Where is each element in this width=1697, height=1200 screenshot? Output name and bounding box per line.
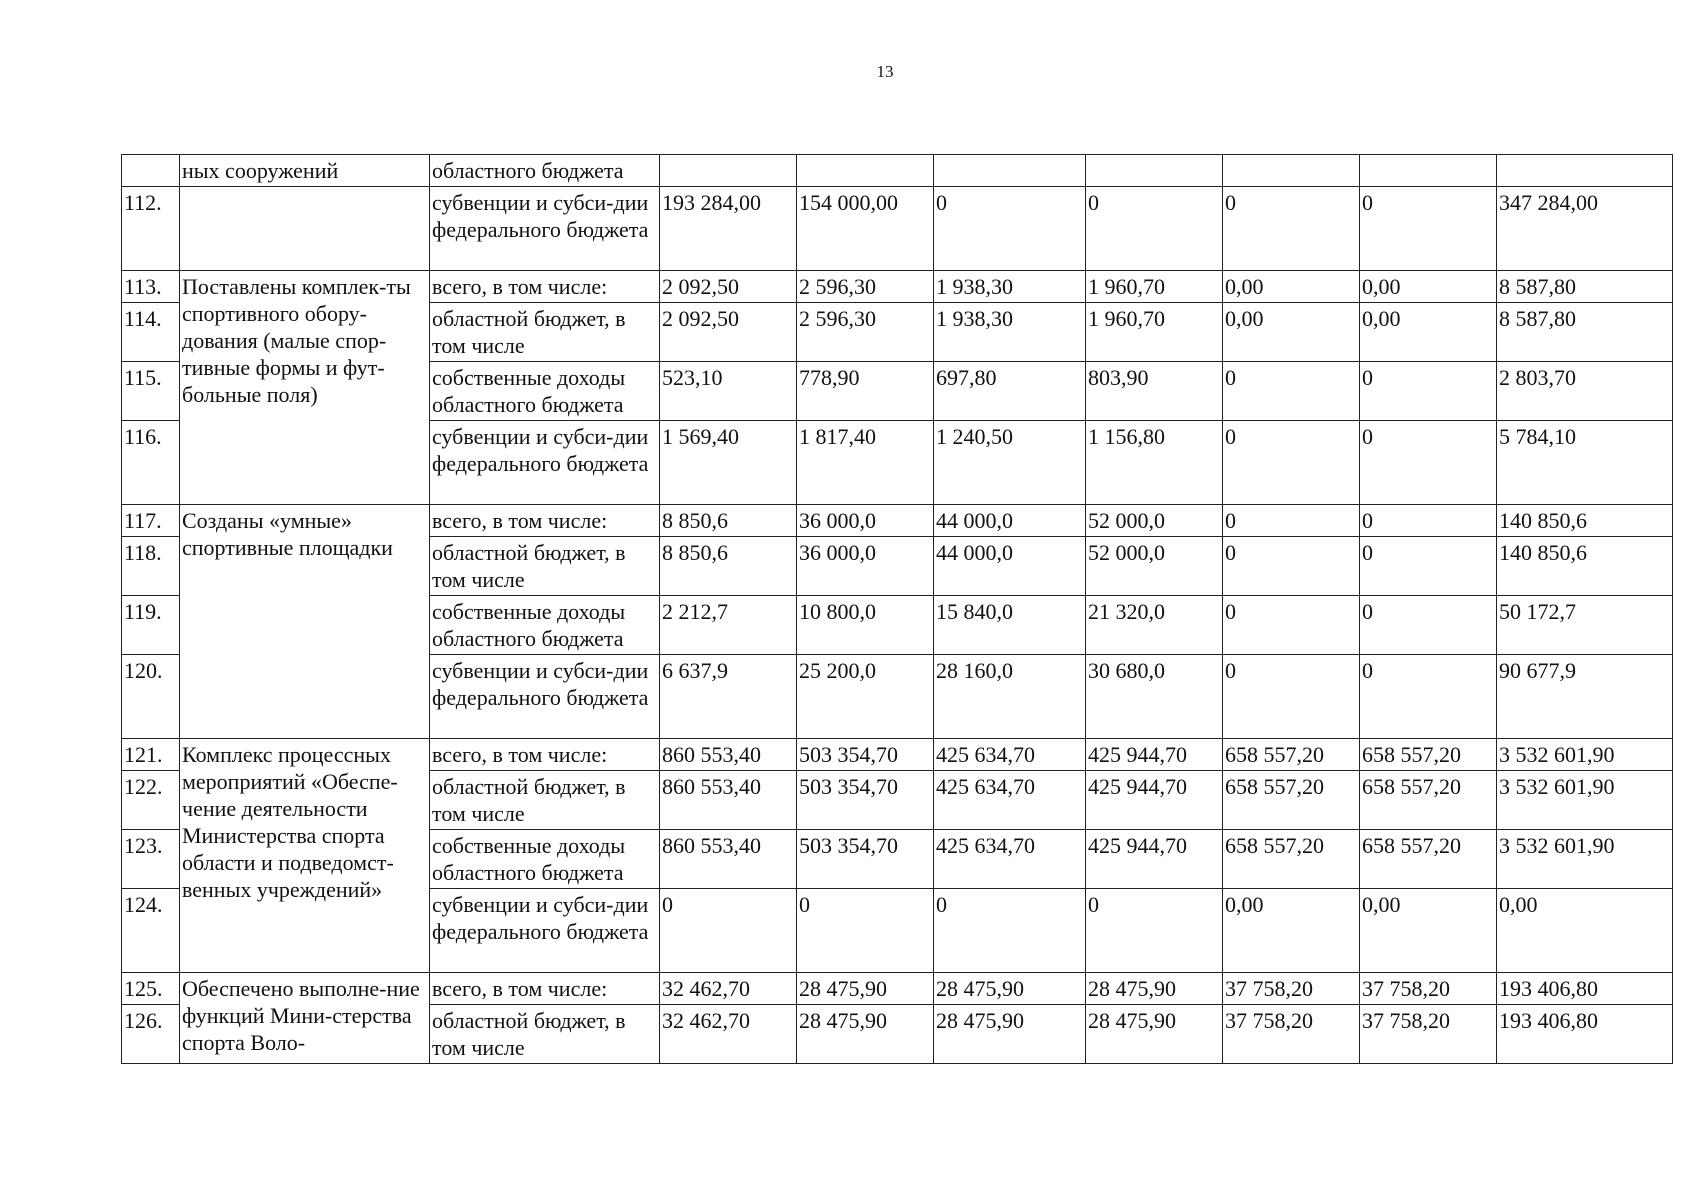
total-value: 193 406,80 [1497, 973, 1673, 1005]
table-row [122, 739, 1673, 771]
total-value: 90 677,9 [1497, 655, 1673, 739]
funding-source: субвенции и субси-дии федерального бюджета [430, 187, 660, 271]
funding-source: областного бюджета [430, 155, 660, 187]
total-value: 3 532 601,90 [1497, 830, 1673, 889]
row-number: 113. [122, 271, 180, 303]
year-value: 425 944,70 [1086, 771, 1223, 830]
table-row [122, 187, 1673, 271]
year-value: 37 758,20 [1360, 973, 1497, 1005]
year-value: 658 557,20 [1223, 830, 1360, 889]
total-value: 347 284,00 [1497, 187, 1673, 271]
row-number: 116. [122, 421, 180, 505]
year-value: 658 557,20 [1223, 739, 1360, 771]
year-value: 0,00 [1223, 303, 1360, 362]
year-value: 778,90 [797, 362, 934, 421]
year-value: 154 000,00 [797, 187, 934, 271]
year-value [934, 155, 1086, 187]
total-value: 0,00 [1497, 889, 1673, 973]
year-value: 0 [1360, 362, 1497, 421]
year-value: 0,00 [1223, 889, 1360, 973]
year-value: 0,00 [1360, 271, 1497, 303]
year-value: 0 [797, 889, 934, 973]
year-value: 2 092,50 [660, 271, 797, 303]
year-value: 0 [1223, 362, 1360, 421]
year-value: 37 758,20 [1223, 1005, 1360, 1064]
year-value: 8 850,6 [660, 537, 797, 596]
year-value: 503 354,70 [797, 830, 934, 889]
year-value: 6 637,9 [660, 655, 797, 739]
page-number: 13 [876, 62, 894, 81]
year-value: 0 [1360, 505, 1497, 537]
total-value: 8 587,80 [1497, 303, 1673, 362]
year-value: 860 553,40 [660, 739, 797, 771]
year-value: 697,80 [934, 362, 1086, 421]
row-number: 119. [122, 596, 180, 655]
year-value: 36 000,0 [797, 537, 934, 596]
year-value: 0 [1360, 596, 1497, 655]
year-value: 425 634,70 [934, 830, 1086, 889]
funding-source: собственные доходы областного бюджета [430, 596, 660, 655]
year-value: 52 000,0 [1086, 505, 1223, 537]
year-value: 0,00 [1360, 303, 1497, 362]
table-row [122, 271, 1673, 303]
row-number: 115. [122, 362, 180, 421]
year-value: 193 284,00 [660, 187, 797, 271]
total-value: 5 784,10 [1497, 421, 1673, 505]
funding-source: областной бюджет, в том числе [430, 1005, 660, 1064]
year-value: 37 758,20 [1223, 973, 1360, 1005]
year-value: 2 596,30 [797, 271, 934, 303]
year-value: 0 [1223, 596, 1360, 655]
year-value: 28 160,0 [934, 655, 1086, 739]
year-value: 32 462,70 [660, 1005, 797, 1064]
funding-source: всего, в том числе: [430, 271, 660, 303]
year-value: 0 [934, 187, 1086, 271]
total-value: 50 172,7 [1497, 596, 1673, 655]
total-value: 8 587,80 [1497, 271, 1673, 303]
year-value [1086, 155, 1223, 187]
year-value: 425 944,70 [1086, 830, 1223, 889]
activity-name: Созданы «умные» спортивные площадки [180, 505, 430, 739]
total-value [1497, 155, 1673, 187]
year-value: 0 [934, 889, 1086, 973]
year-value: 1 240,50 [934, 421, 1086, 505]
funding-source: всего, в том числе: [430, 739, 660, 771]
row-number: 112. [122, 187, 180, 271]
year-value: 36 000,0 [797, 505, 934, 537]
year-value [797, 155, 934, 187]
year-value: 523,10 [660, 362, 797, 421]
year-value: 0 [1086, 187, 1223, 271]
year-value: 32 462,70 [660, 973, 797, 1005]
year-value: 44 000,0 [934, 505, 1086, 537]
year-value: 37 758,20 [1360, 1005, 1497, 1064]
year-value: 52 000,0 [1086, 537, 1223, 596]
budget-table [121, 154, 1673, 1064]
year-value: 503 354,70 [797, 739, 934, 771]
year-value: 658 557,20 [1223, 771, 1360, 830]
row-number: 121. [122, 739, 180, 771]
year-value: 1 938,30 [934, 303, 1086, 362]
row-number: 125. [122, 973, 180, 1005]
activity-name: Комплекс процессных мероприятий «Обеспе-чение деятельности Министерства спорта области и подведомст-венных учреждений» [180, 739, 430, 973]
year-value: 0 [1223, 537, 1360, 596]
year-value: 0 [1360, 421, 1497, 505]
year-value: 2 596,30 [797, 303, 934, 362]
row-number: 124. [122, 889, 180, 973]
year-value: 0 [1223, 421, 1360, 505]
year-value: 425 944,70 [1086, 739, 1223, 771]
row-number: 114. [122, 303, 180, 362]
year-value: 425 634,70 [934, 739, 1086, 771]
row-number: 123. [122, 830, 180, 889]
table-row [122, 155, 1673, 187]
year-value: 0 [1360, 537, 1497, 596]
funding-source: собственные доходы областного бюджета [430, 830, 660, 889]
funding-source: всего, в том числе: [430, 505, 660, 537]
year-value: 0 [1086, 889, 1223, 973]
year-value: 425 634,70 [934, 771, 1086, 830]
year-value: 28 475,90 [934, 973, 1086, 1005]
row-number: 120. [122, 655, 180, 739]
year-value: 2 212,7 [660, 596, 797, 655]
year-value: 0 [1223, 187, 1360, 271]
year-value: 658 557,20 [1360, 771, 1497, 830]
activity-name: ных сооружений [180, 155, 430, 187]
row-number [122, 155, 180, 187]
row-number: 117. [122, 505, 180, 537]
year-value: 0 [1360, 655, 1497, 739]
year-value [1223, 155, 1360, 187]
year-value: 44 000,0 [934, 537, 1086, 596]
year-value: 10 800,0 [797, 596, 934, 655]
table-row [122, 973, 1673, 1005]
funding-source: областной бюджет, в том числе [430, 537, 660, 596]
activity-name [180, 187, 430, 271]
year-value: 860 553,40 [660, 771, 797, 830]
year-value: 860 553,40 [660, 830, 797, 889]
year-value: 0,00 [1223, 271, 1360, 303]
funding-source: собственные доходы областного бюджета [430, 362, 660, 421]
total-value: 3 532 601,90 [1497, 739, 1673, 771]
year-value: 28 475,90 [797, 1005, 934, 1064]
year-value: 803,90 [1086, 362, 1223, 421]
row-number: 126. [122, 1005, 180, 1064]
year-value: 1 960,70 [1086, 303, 1223, 362]
funding-source: областной бюджет, в том числе [430, 771, 660, 830]
year-value [660, 155, 797, 187]
total-value: 3 532 601,90 [1497, 771, 1673, 830]
year-value: 658 557,20 [1360, 739, 1497, 771]
activity-name: Обеспечено выполне-ние функций Мини-стерства спорта Воло- [180, 973, 430, 1064]
year-value: 30 680,0 [1086, 655, 1223, 739]
year-value: 1 960,70 [1086, 271, 1223, 303]
year-value: 0 [1223, 655, 1360, 739]
year-value: 28 475,90 [1086, 973, 1223, 1005]
activity-name: Поставлены комплек-ты спортивного обору-дования (малые спор-тивные формы и фут-больные поля) [180, 271, 430, 505]
year-value: 2 092,50 [660, 303, 797, 362]
total-value: 140 850,6 [1497, 537, 1673, 596]
year-value: 28 475,90 [934, 1005, 1086, 1064]
year-value: 1 817,40 [797, 421, 934, 505]
funding-source: субвенции и субси-дии федерального бюджета [430, 889, 660, 973]
total-value: 193 406,80 [1497, 1005, 1673, 1064]
year-value: 15 840,0 [934, 596, 1086, 655]
table-body [122, 155, 1673, 1064]
year-value: 503 354,70 [797, 771, 934, 830]
row-number: 122. [122, 771, 180, 830]
year-value: 658 557,20 [1360, 830, 1497, 889]
year-value: 1 938,30 [934, 271, 1086, 303]
year-value [1360, 155, 1497, 187]
year-value: 1 569,40 [660, 421, 797, 505]
year-value: 0 [1360, 187, 1497, 271]
funding-source: всего, в том числе: [430, 973, 660, 1005]
year-value: 0,00 [1360, 889, 1497, 973]
year-value: 28 475,90 [1086, 1005, 1223, 1064]
year-value: 8 850,6 [660, 505, 797, 537]
year-value: 1 156,80 [1086, 421, 1223, 505]
row-number: 118. [122, 537, 180, 596]
funding-source: областной бюджет, в том числе [430, 303, 660, 362]
year-value: 0 [660, 889, 797, 973]
year-value: 21 320,0 [1086, 596, 1223, 655]
funding-source: субвенции и субси-дии федерального бюджета [430, 655, 660, 739]
funding-source: субвенции и субси-дии федерального бюджета [430, 421, 660, 505]
total-value: 140 850,6 [1497, 505, 1673, 537]
table-row [122, 505, 1673, 537]
year-value: 0 [1223, 505, 1360, 537]
year-value: 25 200,0 [797, 655, 934, 739]
year-value: 28 475,90 [797, 973, 934, 1005]
total-value: 2 803,70 [1497, 362, 1673, 421]
